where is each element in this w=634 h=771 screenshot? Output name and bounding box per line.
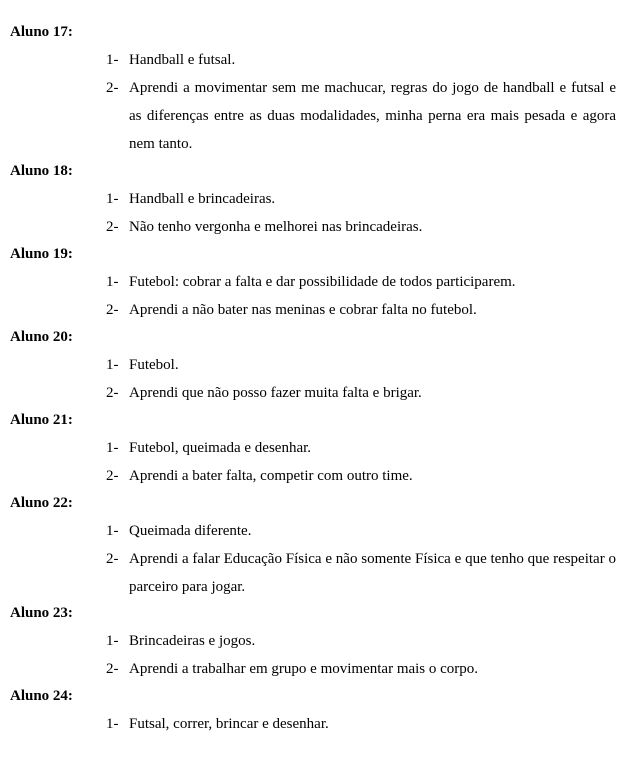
answer-text: Futebol: cobrar a falta e dar possibilidade de todos participarem. [129, 274, 516, 290]
answer-number: 2- [106, 80, 119, 96]
answer-number: 1- [106, 440, 119, 456]
answer-number: 1- [106, 191, 119, 207]
answer-item [106, 517, 616, 545]
answer-text: Queimada diferente. [129, 523, 252, 539]
answer-text: Aprendi a trabalhar em grupo e movimentar mais o corpo. [129, 661, 479, 677]
student-heading: Aluno 22: [10, 495, 73, 511]
answer-item [106, 545, 616, 601]
answer-number: 1- [106, 357, 119, 373]
answer-item [106, 351, 616, 379]
answer-number: 2- [106, 385, 119, 401]
answer-item [106, 434, 616, 462]
answer-text: Aprendi a movimentar sem me machucar, regras do jogo de handball e futsal e as diferenças entre as duas modalidades, minha perna era mais pesada e agora nem tanto. [129, 80, 616, 152]
student-heading: Aluno 24: [10, 688, 73, 704]
answer-item [106, 627, 616, 655]
answer-number: 1- [106, 633, 119, 649]
answer-number: 2- [106, 468, 119, 484]
answer-number: 2- [106, 219, 119, 235]
answer-item [106, 74, 616, 158]
answer-item [106, 46, 616, 74]
answer-number: 2- [106, 661, 119, 677]
answer-number: 1- [106, 523, 119, 539]
answer-item [106, 710, 616, 738]
answer-text: Futebol. [129, 357, 179, 373]
answer-text: Aprendi que não posso fazer muita falta e brigar. [129, 385, 422, 401]
answer-text: Aprendi a falar Educação Física e não somente Física e que tenho que respeitar o parceiro para jogar. [129, 551, 616, 595]
answer-number: 1- [106, 716, 119, 732]
answer-text: Brincadeiras e jogos. [129, 633, 256, 649]
answer-text: Aprendi a bater falta, competir com outro time. [129, 468, 413, 484]
student-heading: Aluno 17: [10, 24, 73, 40]
student-heading: Aluno 20: [10, 329, 73, 345]
answer-text: Aprendi a não bater nas meninas e cobrar falta no futebol. [129, 302, 477, 318]
answer-text: Handball e futsal. [129, 52, 236, 68]
answer-text: Futebol, queimada e desenhar. [129, 440, 312, 456]
student-heading: Aluno 19: [10, 246, 73, 262]
answer-text: Não tenho vergonha e melhorei nas brincadeiras. [129, 219, 423, 235]
answer-item [106, 296, 616, 324]
answer-number: 2- [106, 551, 119, 567]
student-heading: Aluno 18: [10, 163, 73, 179]
student-heading: Aluno 23: [10, 605, 73, 621]
answer-item [106, 213, 616, 241]
student-heading: Aluno 21: [10, 412, 73, 428]
answer-number: 1- [106, 52, 119, 68]
answer-text: Futsal, correr, brincar e desenhar. [129, 716, 329, 732]
answer-item [106, 379, 616, 407]
answer-item [106, 655, 616, 683]
answer-number: 2- [106, 302, 119, 318]
answer-text: Handball e brincadeiras. [129, 191, 276, 207]
answer-item [106, 462, 616, 490]
answer-item [106, 268, 616, 296]
answer-item [106, 185, 616, 213]
answer-number: 1- [106, 274, 119, 290]
